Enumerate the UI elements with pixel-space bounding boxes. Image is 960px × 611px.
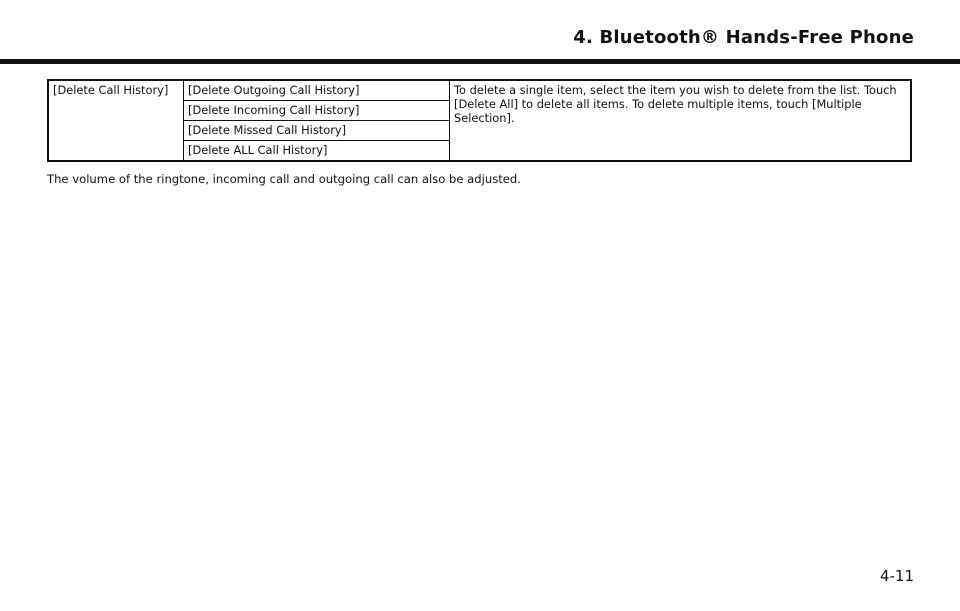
section-title: 4. Bluetooth® Hands-Free Phone bbox=[573, 27, 914, 48]
option-cell: [Delete Outgoing Call History] bbox=[184, 80, 450, 101]
body-paragraph: The volume of the ringtone, incoming call and outgoing call can also be adjusted. bbox=[47, 172, 521, 186]
option-cell: [Delete Missed Call History] bbox=[184, 121, 450, 141]
setting-name-cell: [Delete Call History] bbox=[48, 80, 184, 161]
page-header bbox=[0, 0, 960, 66]
page-number: 4-11 bbox=[879, 567, 914, 585]
option-cell: [Delete Incoming Call History] bbox=[184, 101, 450, 121]
option-cell: [Delete ALL Call History] bbox=[184, 141, 450, 162]
action-description-cell: To delete a single item, select the item you wish to delete from the list. Touch [Delete All] to delete all items. To delete multiple items, touch [Multiple Selection]. bbox=[450, 80, 912, 161]
table-row bbox=[48, 80, 911, 101]
header-divider bbox=[0, 59, 960, 64]
call-history-settings-table bbox=[47, 79, 912, 162]
